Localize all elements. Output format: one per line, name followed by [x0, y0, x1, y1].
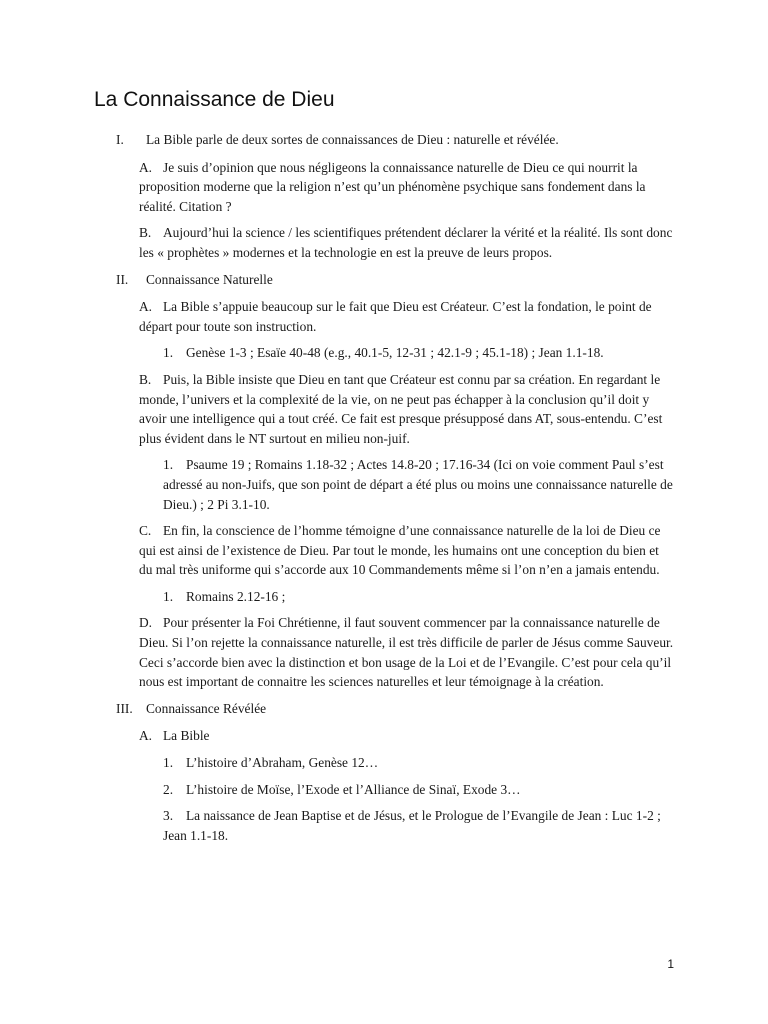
paragraph-letter: A.	[139, 159, 153, 175]
paragraph-letter: B.	[139, 225, 152, 241]
subitem-number: 1.	[163, 345, 174, 361]
outline-subitem	[163, 587, 676, 607]
outline-paragraph	[139, 613, 675, 691]
section-heading	[116, 270, 706, 290]
paragraph-text: La Bible	[163, 728, 210, 744]
subitem-text: L’histoire de Moïse, l’Exode et l’Alliance de Sinaï, Exode 3…	[186, 781, 521, 797]
subitem-number: 1.	[163, 457, 174, 473]
paragraph-text: Je suis d’opinion que nous négligeons la connaissance naturelle de Dieu ce qui nourrit la proposition moderne que la religion n’est qu’un phénomène psychique sans fondement dans la réalité. Citation ?	[139, 159, 646, 214]
section-numeral: I.	[116, 132, 124, 147]
outline-subitem	[163, 806, 676, 845]
paragraph-text: Puis, la Bible insiste que Dieu en tant que Créateur est connu par sa création. En regardant le monde, l’univers et la complexité de la vie, on ne peut pas échapper à la conclusion qu’il doit y avoir une intelligence qui a tout créé. Ce fait est presque présupposé dans AT, sous-entendu. C’est plus évident dans le NT surtout en milieu non-juif.	[139, 371, 663, 446]
paragraph-letter: B.	[139, 371, 152, 387]
outline-paragraph	[139, 521, 675, 580]
subitem-text: Genèse 1-3 ; Esaïe 40-48 (e.g., 40.1-5, 12-31 ; 42.1-9 ; 45.1-18) ; Jean 1.1-18.	[186, 345, 604, 361]
section-numeral: II.	[116, 271, 129, 287]
section-heading	[116, 130, 706, 150]
paragraph-letter: A.	[139, 728, 153, 744]
paragraph-text: Pour présenter la Foi Chrétienne, il faut souvent commencer par la connaissance naturelle de Dieu. Si l’on rejette la connaissance naturelle, il est très difficile de parler de Jésus comme Sauveur. Ceci s’accorde bien avec la distinction et bon usage de la Loi et de l’Evangile. C’est pour cela qu’il nous est important de connaitre les sciences naturelles et leur témoignage à la création.	[139, 615, 674, 690]
outline-paragraph	[139, 158, 675, 217]
paragraph-letter: C.	[139, 523, 152, 539]
section-numeral: III.	[116, 700, 133, 716]
section-heading	[116, 699, 706, 719]
outline-paragraph	[139, 726, 675, 746]
subitem-text: Romains 2.12-16 ;	[186, 588, 286, 604]
subitem-number: 3.	[163, 808, 174, 824]
subitem-text: L’histoire d’Abraham, Genèse 12…	[186, 755, 379, 771]
outline-paragraph	[139, 297, 675, 336]
outline-subitem	[163, 753, 676, 773]
page-number: 1	[667, 957, 674, 971]
outline-paragraph	[139, 223, 675, 262]
subitem-number: 1.	[163, 588, 174, 604]
subitem-number: 2.	[163, 781, 174, 797]
paragraph-text: La Bible s’appuie beaucoup sur le fait que Dieu est Créateur. C’est la fondation, le point de départ pour toute son instruction.	[139, 299, 652, 334]
section-heading-text: La Bible parle de deux sortes de connaissances de Dieu : naturelle et révélée.	[146, 132, 559, 147]
paragraph-text: En fin, la conscience de l’homme témoigne d’une connaissance naturelle de la loi de Dieu ce qui est ainsi de l’existence de Dieu. Par tout le monde, les humains ont une conception du bien et du mal très uniforme qui s’accorde aux 10 Commandements même si l’on n’en a jamais entendu.	[139, 523, 661, 578]
section-heading-text: Connaissance Naturelle	[146, 271, 273, 287]
paragraph-letter: D.	[139, 615, 153, 631]
paragraph-letter: A.	[139, 299, 153, 315]
section-heading-text: Connaissance Révélée	[146, 700, 267, 716]
subitem-number: 1.	[163, 755, 174, 771]
outline-subitem	[163, 343, 676, 363]
paragraph-text: Aujourd’hui la science / les scientifiques prétendent déclarer la vérité et la réalité. Ils sont donc les « prophètes » modernes et la technologie en est la preuve de leurs propos.	[139, 225, 673, 260]
outline-subitem	[163, 455, 676, 514]
outline-body	[0, 130, 768, 852]
document-title: La Connaissance de Dieu	[94, 88, 335, 111]
subitem-text: La naissance de Jean Baptise et de Jésus, et le Prologue de l’Evangile de Jean : Luc 1-2 ; Jean 1.1-18.	[163, 808, 661, 843]
outline-subitem	[163, 780, 676, 800]
subitem-text: Psaume 19 ; Romains 1.18-32 ; Actes 14.8-20 ; 17.16-34 (Ici on voie comment Paul s’est adressé au non-Juifs, que son point de départ a été plus ou moins une connaissance naturelle de Dieu.) ; 2 Pi 3.1-10.	[163, 457, 673, 512]
outline-paragraph	[139, 370, 675, 448]
